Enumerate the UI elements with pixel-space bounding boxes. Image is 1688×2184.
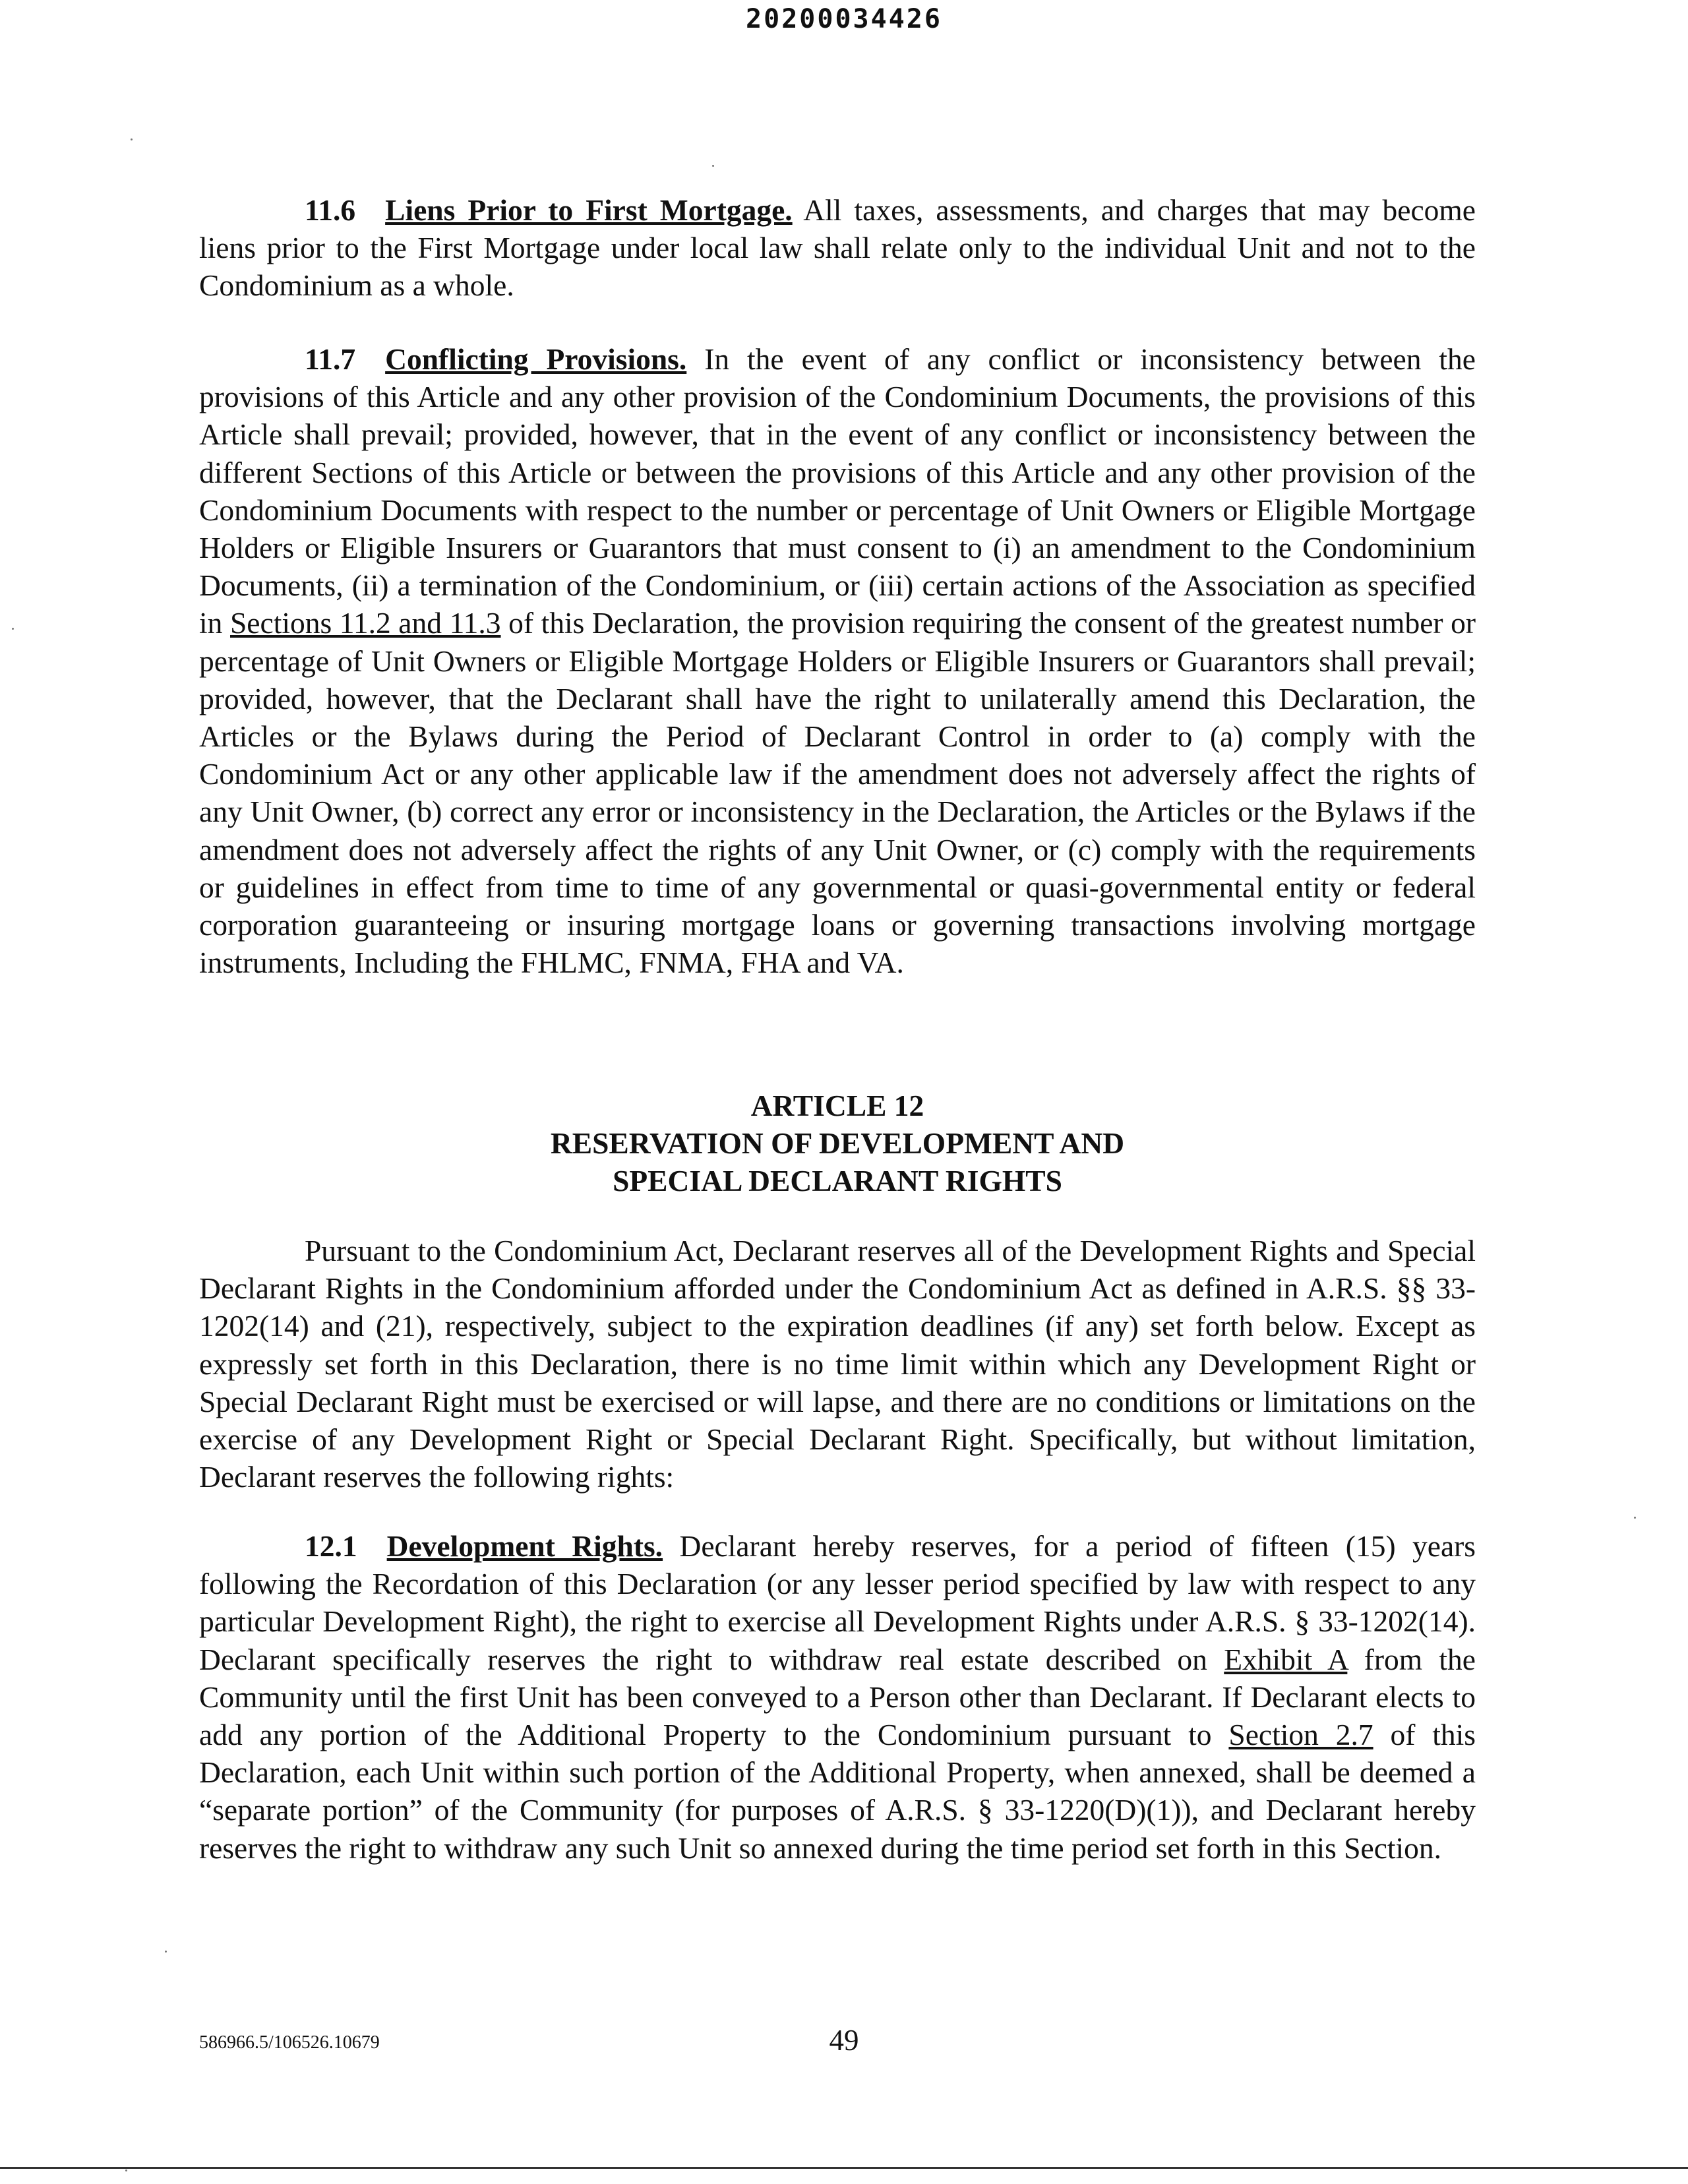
article-subtitle: RESERVATION OF DEVELOPMENT AND <box>550 1126 1125 1160</box>
section-11-7 <box>199 340 1476 981</box>
section-text: Declarant hereby reserves, for a period of fifteen (15) years following the Recordation of this Declaration (or any lesser period specified by law with respect to any particular Development Right), the right to exercise all Development Rights under A.R.S. § 33-1202(14). Declarant specifically reserves the right to withdraw real estate described on <box>199 1529 1476 1676</box>
scan-edge-line <box>0 2167 1688 2169</box>
article-12-heading <box>199 1087 1476 1199</box>
scan-speck <box>1634 1517 1636 1519</box>
intro-text: Pursuant to the Condominium Act, Declarant reserves all of the Development Rights and Special Declarant Rights in the Condominium afforded under the Condominium Act as defined in A.R.S. §§ 33-1202(14) and (21), respectively, subject to the expiration deadlines (if any) set forth below. Except as expressly set forth in this Declaration, there is no time limit within which any Development Right or Special Declarant Right must be exercised or will lapse, and there are no conditions or limitations on the exercise of any Development Right or Special Declarant Right. Specifically, but without limitation, Declarant reserves the following rights: <box>199 1234 1476 1494</box>
section-text: from the Community until the first Unit has been conveyed to a Person other than Declarant. If Declarant elects to add any portion of the Additional Property to the Condominium pursuant to <box>199 1642 1476 1752</box>
section-text: All taxes, assessments, and charges that may become liens prior to the First Mortgage under local law shall relate only to the individual Unit and not to the Condominium as a whole. <box>199 193 1476 303</box>
scan-speck <box>131 138 133 140</box>
footer-document-id: 586966.5/106526.10679 <box>199 2032 380 2053</box>
page-number: 49 <box>829 2024 859 2057</box>
section-number: 12.1 <box>305 1529 357 1563</box>
section-11-6 <box>199 191 1476 305</box>
section-number: 11.7 <box>305 342 356 376</box>
article-subtitle: SPECIAL DECLARANT RIGHTS <box>613 1164 1062 1198</box>
section-title: Development Rights. <box>386 1529 663 1563</box>
scan-speck <box>165 1951 167 1953</box>
section-title: Liens Prior to First Mortgage. <box>385 193 793 227</box>
section-title: Conflicting Provisions. <box>385 342 687 376</box>
section-number: 11.6 <box>305 193 356 227</box>
section-text: of this Declaration, each Unit within such portion of the Additional Property, when annexed, shall be deemed a “separate portion” of the Community (for purposes of A.R.S. § 33-1220(D)(1)), and Declarant hereby reserves the right to withdraw any such Unit so annexed during the time period set forth in this Section. <box>199 1718 1476 1865</box>
sections-reference: Sections 11.2 and 11.3 <box>230 606 501 640</box>
section-reference: Section 2.7 <box>1228 1718 1373 1752</box>
article-title: ARTICLE 12 <box>750 1089 924 1122</box>
section-12-1 <box>199 1527 1476 1867</box>
article-12-intro <box>199 1232 1476 1496</box>
scan-speck <box>125 2169 127 2171</box>
scan-speck <box>12 628 14 630</box>
recording-number: 20200034426 <box>746 4 942 34</box>
section-text: of this Declaration, the provision requiring the consent of the greatest number or percentage of Unit Owners or Eligible Mortgage Holders or Eligible Insurers or Guarantors shall prevail; provided, however, that the Declarant shall have the right to unilaterally amend this Declaration, the Articles or the Bylaws during the Period of Declarant Control in order to (a) comply with the Condominium Act or any other applicable law if the amendment does not adversely affect the rights of any Unit Owner, (b) correct any error or inconsistency in the Declaration, the Articles or the Bylaws if the amendment does not adversely affect the rights of any Unit Owner, or (c) comply with the requirements or guidelines in effect from time to time of any governmental or quasi-governmental entity or federal corporation guaranteeing or insuring mortgage loans or governing transactions involving mortgage instruments, Including the FHLMC, FNMA, FHA and VA. <box>199 606 1476 980</box>
exhibit-reference: Exhibit A <box>1224 1642 1348 1676</box>
scan-speck <box>712 165 714 167</box>
section-text: In the event of any conflict or inconsistency between the provisions of this Article and any other provision of the Condominium Documents, the provisions of this Article shall prevail; provided, however, that in the event of any conflict or inconsistency between the different Sections of this Article or between the provisions of this Article and any other provision of the Condominium Documents with respect to the number or percentage of Unit Owners or Eligible Mortgage Holders or Eligible Insurers or Guarantors that must consent to (i) an amendment to the Condominium Documents, (ii) a termination of the Condominium, or (iii) certain actions of the Association as specified in <box>199 342 1476 640</box>
